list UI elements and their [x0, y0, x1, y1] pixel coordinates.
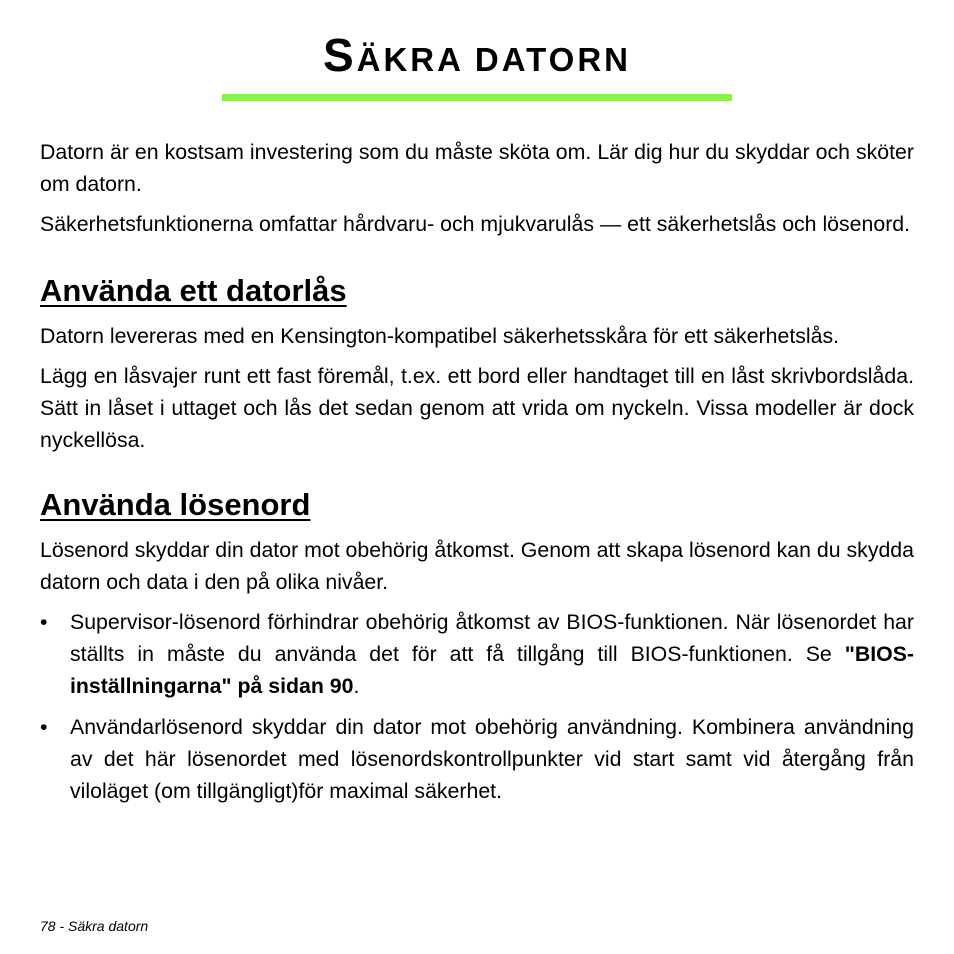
page-title	[0, 28, 954, 82]
lock-paragraph-2: Lägg en låsvajer runt ett fast föremål, t.ex. ett bord eller handtaget till en låst skrivbordslåda. Sätt in låset i uttaget och lås det sedan genom att vrida om nyckeln. Vissa modeller är dock nyckellösa.	[40, 364, 914, 452]
title-underline-bar	[222, 94, 732, 101]
section-heading-passwords: Använda lösenord	[40, 487, 311, 522]
intro-paragraph-1: Datorn är en kostsam investering som du måste sköta om. Lär dig hur du skyddar och sköter om datorn.	[40, 140, 914, 196]
page-title-rest: ÄKRA DATORN	[356, 41, 632, 78]
bullet-text: Användarlösenord skyddar din dator mot obehörig användning. Kombinera användning av det här lösenordet med lösenordskontrollpunkter vid start samt vid återgång från viloläget (om tillgängligt)för maximal säkerhet.	[70, 715, 914, 803]
list-item	[40, 606, 914, 702]
password-bullet-list	[40, 606, 914, 807]
bullet-text-end: .	[353, 674, 360, 698]
section-heading-computer-lock: Använda ett datorlås	[40, 273, 347, 308]
lock-paragraph-1: Datorn levereras med en Kensington-kompatibel säkerhetsskåra för ett säkerhetslås.	[40, 324, 840, 348]
page-content	[40, 136, 914, 816]
intro-paragraph-2: Säkerhetsfunktionerna omfattar hårdvaru- och mjukvarulås — ett säkerhetslås och lösenord.	[40, 212, 911, 236]
bios-settings-link[interactable]: "BIOS-inställningarna" på sidan 90	[70, 642, 914, 698]
page-title-initial: S	[322, 29, 357, 81]
bullet-icon: •	[40, 610, 48, 634]
password-paragraph: Lösenord skyddar din dator mot obehörig åtkomst. Genom att skapa lösenord kan du skydda datorn och data i den på olika nivåer.	[40, 538, 914, 594]
bullet-text: Supervisor-lösenord förhindrar obehörig åtkomst av BIOS-funktionen. När lösenordet har ställts in måste du använda det för att få tillgång till BIOS-funktionen. Se	[70, 610, 914, 666]
list-item	[40, 711, 914, 807]
bullet-icon: •	[40, 715, 48, 739]
page-footer: 78 - Säkra datorn	[40, 918, 149, 934]
